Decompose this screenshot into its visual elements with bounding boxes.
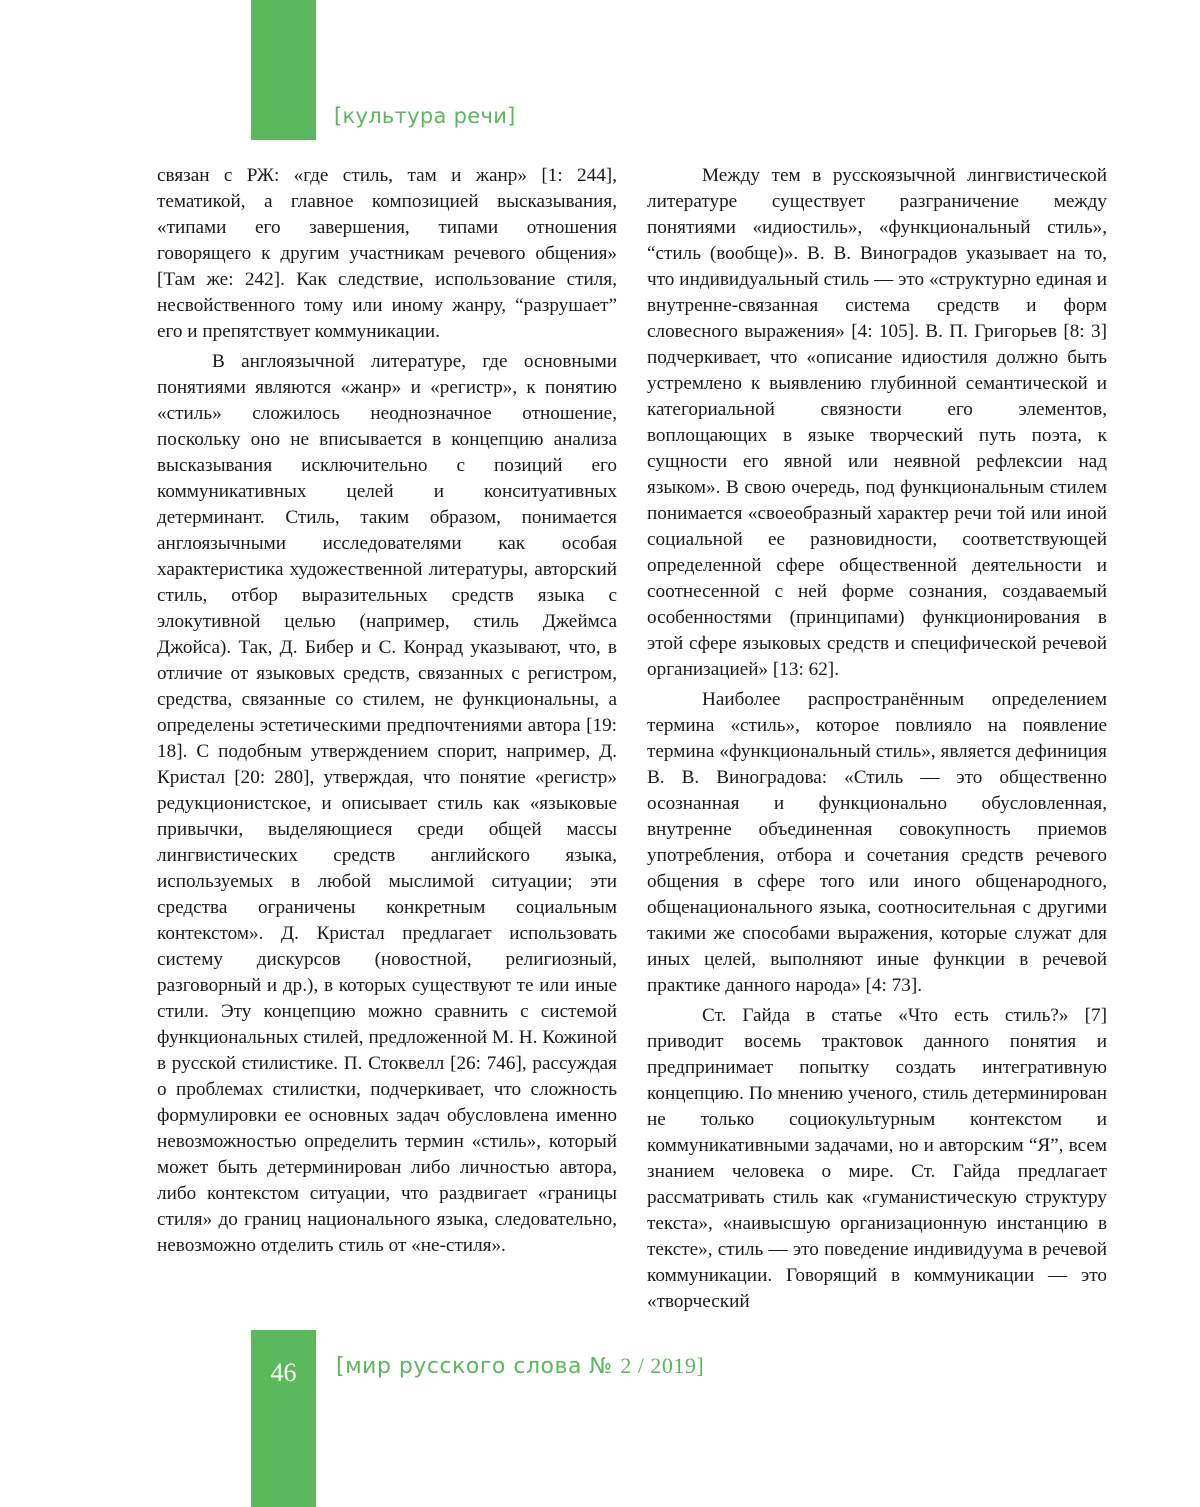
issue-number: 2 / 2019]	[620, 1353, 705, 1378]
page-number: 46	[270, 1358, 297, 1387]
top-accent-bar	[251, 0, 316, 140]
paragraph: связан с РЖ: «где стиль, там и жанр» [1: 244], тематикой, а главное композицией высказывания, «типами его завершения, типами отношения говорящего к другим участникам речевого общения» [Там же: 242]. Как следствие, использование стиля, несвойственного тому или иному жанру, “разрушает” его и препятствует коммуникации.	[157, 165, 617, 342]
paragraph: Наиболее распространённым определением термина «стиль», которое повлияло на появление термина «функциональный стиль», является дефиниция В. В. Виноградова: «Стиль — это общественно осознанная и функционально обусловленная, внутренне объединенная совокупность приемов употребления, отбора и сочетания средств речевого общения в сфере того или иного общенародного, общенационального языка, соотносительная с другими такими же способами выражения, которые служат для иных целей, выполняют иные функции в речевой практике данного народа» [4: 73].	[647, 689, 1107, 996]
left-column	[157, 163, 617, 1259]
bottom-accent-bar	[251, 1330, 316, 1507]
paragraph: Между тем в русскоязычной лингвистической литературе существует разграничение между понятиями «идиостиль», «функциональный стиль», “стиль (вообще)». В. В. Виноградов указывает на то, что индивидуальный стиль — это «структурно единая и внутренне-связанная система средств и форм словесного выражения» [4: 105]. В. П. Григорьев [8: 3] подчеркивает, что «описание идиостиля должно быть устремлено к выявлению глубинной семантической и категориальной связности его элементов, воплощающих в языке творческий путь поэта, к сущности его явной или неявной рефлексии над языком». В свою очередь, под функциональным стилем понимается «своеобразный характер речи той или иной социальной ее разновидности, соответствующей определенной сфере общественной деятельности и соотнесенной с ней форме сознания, создаваемый особенностями (принципами) функционирования в этой сфере языковых средств и специфической речевой организацией» [13: 62].	[647, 165, 1107, 680]
journal-title-text: [мир русского слова №	[336, 1354, 613, 1379]
journal-title	[336, 1353, 704, 1379]
paragraph: Ст. Гайда в статье «Что есть стиль?» [7] приводит восемь трактовок данного понятия и предпринимает попытку создать интегративную концепцию. По мнению ученого, стиль детерминирован не только социокультурным контекстом и коммуникативными задачами, но и авторским “Я”, всем знанием человека о мире. Ст. Гайда предлагает рассматривать стиль как «гуманистическую структуру текста», «наивысшую организационную инстанцию в тексте», стиль — это поведение индивидуума в речевой коммуникации. Говорящий в коммуникации — это «творческий	[647, 1005, 1107, 1312]
paragraph: В англоязычной литературе, где основными понятиями являются «жанр» и «регистр», к понятию «стиль» сложилось неоднозначное отношение, поскольку оно не вписывается в концепцию анализа высказывания исключительно с позиций его коммуникативных целей и конситуативных детерминант. Стиль, таким образом, понимается англоязычными исследователями как особая характеристика художественной литературы, авторский стиль, отбор выразительных средств языка с элокутивной целью (например, стиль Джеймса Джойса). Так, Д. Бибер и С. Конрад указывают, что, в отличие от языковых средств, связанных с регистром, средства, связанные со стилем, не функциональны, а определены эстетическими предпочтениями автора [19: 18]. С подобным утверждением спорит, например, Д. Кристал [20: 280], утверждая, что понятие «регистр» редукционистское, и описывает стиль как «языковые привычки, выделяющиеся среди общей массы лингвистических средств английского языка, используемых в любой мыслимой ситуации; эти средства ограничены конкретным социальным контекстом». Д. Кристал предлагает использовать систему дискурсов (новостной, религиозный, разговорный и др.), в которых существуют те или иные стили. Эту концепцию можно сравнить с системой функциональных стилей, предложенной М. Н. Кожиной в русской стилистике. П. Стоквелл [26: 746], рассуждая о проблемах стилистки, подчеркивает, что сложность формулировки ее основных задач обусловлена именно невозможностью определить термин «стиль», который может быть детерминирован либо личностью автора, либо контекстом ситуации, что раздвигает «границы стиля» до границ национального языка, следовательно, невозможно отделить стиль от «не-стиля».	[157, 351, 617, 1256]
section-label: [культура речи]	[334, 104, 516, 128]
right-column	[647, 163, 1107, 1315]
